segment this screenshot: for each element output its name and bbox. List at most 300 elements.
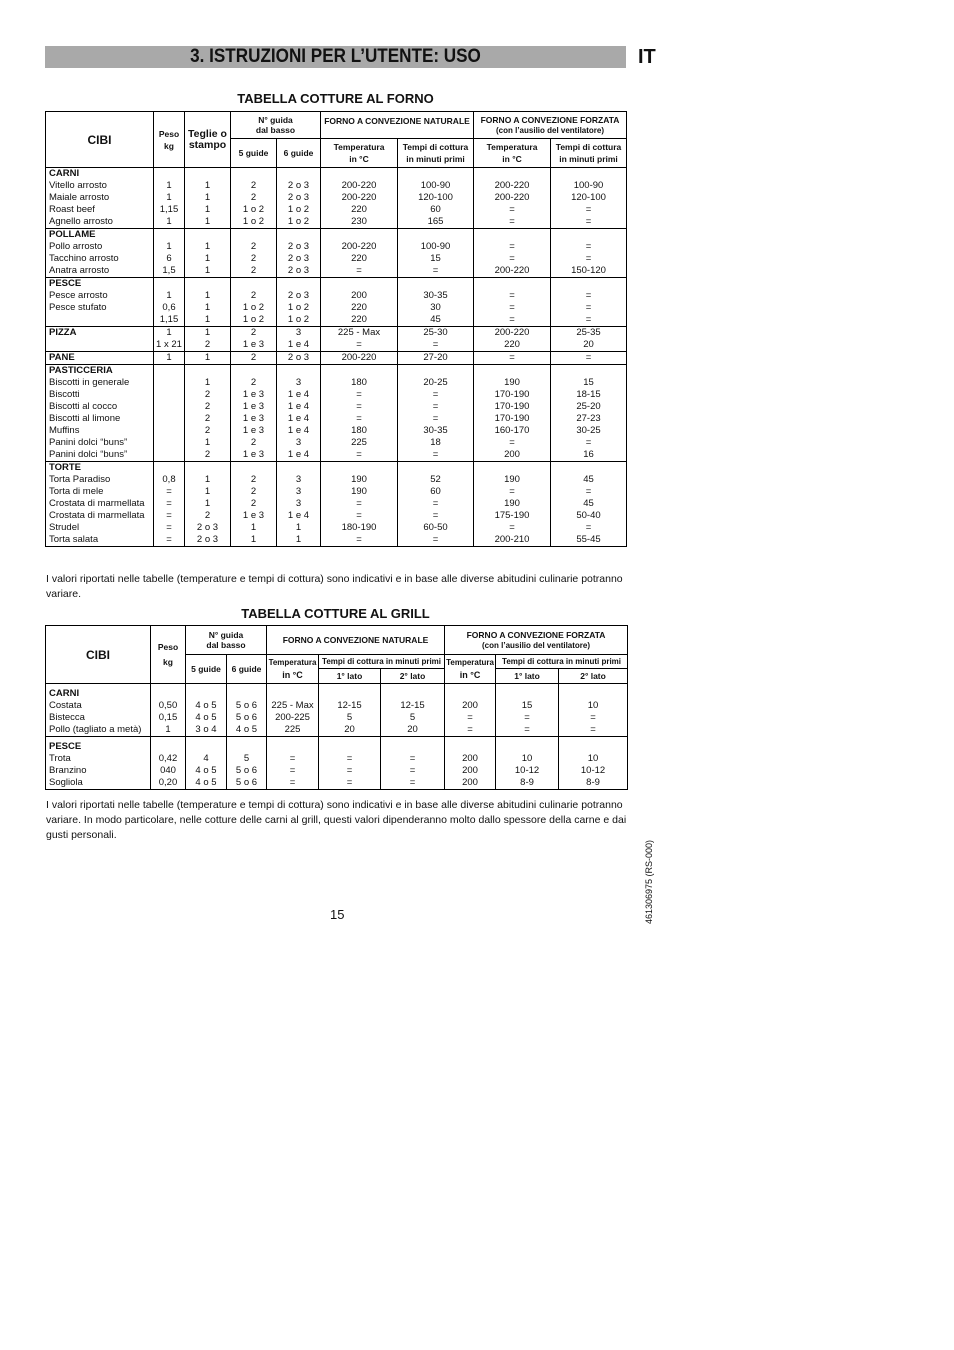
cell-line: 5 bbox=[409, 712, 416, 723]
cell-line: 1 x 21 bbox=[156, 339, 182, 350]
table-cell bbox=[321, 352, 398, 365]
col-header-forz-times: Tempi di cottura in minuti primi bbox=[496, 655, 628, 669]
cell-line: = bbox=[585, 314, 592, 325]
food-item: Pollo (tagliato a metà) bbox=[49, 724, 142, 735]
cell-line: = bbox=[356, 389, 362, 400]
food-cell bbox=[46, 278, 154, 327]
food-item: Pesce stufato bbox=[49, 302, 107, 313]
cell-line: 8-9 bbox=[586, 777, 600, 788]
col-header-guida: N° guida dal basso bbox=[186, 626, 267, 655]
cell-line: = bbox=[585, 302, 592, 313]
food-item: Crostata di marmellata bbox=[49, 510, 145, 521]
cell-line: 2 bbox=[204, 401, 211, 412]
table-cell bbox=[277, 327, 321, 352]
cell-line: 1 bbox=[204, 474, 211, 485]
cell-line: = bbox=[346, 753, 353, 764]
cell-line: 1 bbox=[250, 522, 257, 533]
table-cell bbox=[551, 229, 627, 278]
food-item: Bistecca bbox=[49, 712, 85, 723]
cell-line: = bbox=[432, 498, 439, 509]
cell-line: 1 bbox=[204, 352, 211, 363]
col-header-nat-time: Tempi di cottura in minuti primi bbox=[398, 139, 474, 168]
food-group-title: POLLAME bbox=[49, 229, 96, 240]
table-cell bbox=[231, 462, 277, 547]
cell-line: 2 bbox=[204, 510, 211, 521]
cell-line: 1 o 2 bbox=[242, 216, 265, 227]
cell-line: 52 bbox=[430, 474, 441, 485]
col-header-natural: FORNO A CONVEZIONE NATURALE bbox=[321, 112, 474, 139]
food-group-title: PANE bbox=[49, 352, 75, 363]
food-item: Vitello arrosto bbox=[49, 180, 107, 191]
cell-line: 1 bbox=[204, 204, 211, 215]
cell-line: = bbox=[356, 401, 362, 412]
food-item: Torta salata bbox=[49, 534, 99, 545]
cell-line: = bbox=[509, 216, 515, 227]
cell-line: = bbox=[585, 216, 592, 227]
cell-line: = bbox=[356, 498, 362, 509]
page-number: 15 bbox=[330, 907, 345, 922]
table-cell bbox=[474, 229, 551, 278]
cell-line: 170-190 bbox=[494, 389, 530, 400]
cell-line: 12-15 bbox=[337, 700, 362, 711]
cell-line: = bbox=[509, 437, 515, 448]
table-cell bbox=[551, 352, 627, 365]
document-code: 461306975 (RS-000) bbox=[644, 839, 654, 924]
col-header-forz-temp: Temperatura in °C bbox=[445, 655, 496, 684]
cell-line: 50-40 bbox=[576, 510, 601, 521]
cell-line: 200-220 bbox=[494, 265, 530, 276]
cell-line: 2 bbox=[250, 377, 257, 388]
cell-line: 120-100 bbox=[571, 192, 606, 203]
cell-line: 5 bbox=[346, 712, 353, 723]
food-item: Biscotti al cocco bbox=[49, 401, 118, 412]
cell-line: 190 bbox=[351, 486, 367, 497]
cell-line: 200-220 bbox=[341, 352, 377, 363]
cell-line: 200 bbox=[351, 290, 367, 301]
cell-line: 60 bbox=[430, 204, 441, 215]
cell-line: 200 bbox=[462, 753, 478, 764]
cell-line: 3 bbox=[295, 486, 302, 497]
food-item: Panini dolci “buns” bbox=[49, 449, 128, 460]
cell-line: 3 o 4 bbox=[195, 724, 217, 735]
cell-line: 10-12 bbox=[514, 765, 540, 776]
cell-line: 2 bbox=[204, 425, 211, 436]
cell-line: = bbox=[432, 449, 439, 460]
cell-line: 2 o 3 bbox=[287, 241, 310, 252]
cell-line: 2 bbox=[204, 339, 211, 350]
cell-line: = bbox=[356, 534, 362, 545]
table-cell bbox=[474, 168, 551, 229]
food-group-title: TORTE bbox=[49, 462, 82, 473]
cell-line: 1 e 4 bbox=[287, 401, 310, 412]
cell-line: 1 bbox=[166, 192, 172, 203]
table-row bbox=[46, 168, 627, 229]
page-title: 3. ISTRUZIONI PER L’UTENTE: USO bbox=[190, 46, 481, 67]
cell-line: = bbox=[509, 486, 515, 497]
table-cell bbox=[321, 462, 398, 547]
cell-line: 25-30 bbox=[423, 327, 448, 338]
cell-line: 160-170 bbox=[494, 425, 530, 436]
table-row bbox=[46, 365, 627, 462]
cell-line: 1 o 2 bbox=[287, 204, 310, 215]
cell-line: 1 e 4 bbox=[287, 510, 310, 521]
col-header-cibi: CIBI bbox=[46, 626, 151, 684]
cell-line: 27-23 bbox=[576, 413, 601, 424]
cell-line: 6 bbox=[166, 253, 172, 264]
table-cell bbox=[445, 684, 496, 737]
cell-line: = bbox=[166, 534, 172, 545]
cell-line: 2 bbox=[204, 389, 211, 400]
cell-line: 190 bbox=[504, 377, 520, 388]
cell-line: 5 o 6 bbox=[235, 777, 258, 788]
cell-line: = bbox=[509, 302, 515, 313]
grill-table-caption: TABELLA COTTURE AL GRILL bbox=[241, 606, 430, 621]
cell-line: 3 bbox=[295, 437, 302, 448]
food-item: Biscotti in generale bbox=[49, 377, 130, 388]
table-cell bbox=[319, 684, 381, 737]
table-cell bbox=[398, 327, 474, 352]
cell-line: = bbox=[356, 413, 362, 424]
table-cell bbox=[474, 327, 551, 352]
cell-line: 1 e 3 bbox=[242, 449, 265, 460]
cell-line: 1 e 3 bbox=[242, 339, 265, 350]
cell-line: 55-45 bbox=[576, 534, 601, 545]
cell-line: = bbox=[166, 510, 172, 521]
table-cell bbox=[321, 365, 398, 462]
cell-line: 220 bbox=[351, 314, 367, 325]
cell-line: 1 bbox=[204, 437, 211, 448]
col-header-forced: FORNO A CONVEZIONE FORZATA (con l’ausilio del ventilatore) bbox=[445, 626, 628, 655]
cell-line: = bbox=[524, 712, 530, 723]
cell-line: = bbox=[356, 449, 362, 460]
cell-line: 180 bbox=[351, 425, 367, 436]
cell-line: 4 o 5 bbox=[195, 700, 217, 711]
oven-table-caption: TABELLA COTTURE AL FORNO bbox=[237, 91, 434, 106]
cell-line: = bbox=[509, 522, 515, 533]
col-header-forz-time: Tempi di cottura in minuti primi bbox=[551, 139, 627, 168]
cell-line: 2 bbox=[250, 486, 257, 497]
cell-line: 15 bbox=[521, 700, 533, 711]
cell-line: 100-90 bbox=[420, 180, 451, 191]
table-cell bbox=[185, 168, 231, 229]
col-header-6-guide: 6 guide bbox=[227, 655, 267, 684]
cell-line: = bbox=[356, 510, 362, 521]
cell-line: 1 e 3 bbox=[242, 401, 265, 412]
col-header-nat-times: Tempi di cottura in minuti primi bbox=[319, 655, 445, 669]
table-cell bbox=[154, 462, 185, 547]
table-row bbox=[46, 737, 628, 790]
cell-line: 1 bbox=[204, 302, 211, 313]
cell-line: 2 bbox=[250, 327, 257, 338]
cell-line: 30-35 bbox=[423, 425, 448, 436]
cell-line: 45 bbox=[583, 498, 594, 509]
table-cell bbox=[381, 684, 445, 737]
table-cell bbox=[231, 278, 277, 327]
table-cell bbox=[277, 278, 321, 327]
cell-line: 2 bbox=[250, 290, 257, 301]
oven-note: I valori riportati nelle tabelle (temperature e tempi di cottura) sono indicativi e in base alle diverse abitudini culinarie potranno variare. bbox=[46, 573, 623, 600]
cell-line: 2 bbox=[250, 180, 257, 191]
col-header-forced: FORNO A CONVEZIONE FORZATA (con l’ausilio del ventilatore) bbox=[474, 112, 627, 139]
cell-line: = bbox=[409, 777, 416, 788]
cell-line: 200 bbox=[462, 765, 478, 776]
table-cell bbox=[559, 737, 628, 790]
cell-line: 230 bbox=[351, 216, 367, 227]
food-item: Panini dolci “buns” bbox=[49, 437, 128, 448]
cell-line: 220 bbox=[504, 339, 520, 350]
cell-line: 150-120 bbox=[571, 265, 606, 276]
cell-line: 60-50 bbox=[423, 522, 448, 533]
cell-line: 200-220 bbox=[341, 241, 377, 252]
cell-line: = bbox=[467, 712, 473, 723]
table-row bbox=[46, 684, 628, 737]
cell-line: 1 o 2 bbox=[242, 204, 265, 215]
food-item: Biscotti bbox=[49, 389, 80, 400]
table-cell bbox=[227, 684, 267, 737]
cell-line: 1 bbox=[166, 180, 172, 191]
cell-line: 3 bbox=[295, 474, 302, 485]
table-cell bbox=[559, 684, 628, 737]
col-header-cibi: CIBI bbox=[46, 112, 154, 168]
table-cell bbox=[551, 462, 627, 547]
cell-line: 2 bbox=[204, 413, 211, 424]
cell-line: 25-35 bbox=[576, 327, 601, 338]
cell-line: = bbox=[509, 290, 515, 301]
cell-line: 1 e 4 bbox=[287, 339, 310, 350]
food-group-title: PASTICCERIA bbox=[49, 365, 113, 376]
food-cell bbox=[46, 229, 154, 278]
table-cell bbox=[277, 352, 321, 365]
cell-line: 1,15 bbox=[159, 204, 179, 215]
table-cell bbox=[474, 462, 551, 547]
cell-line: = bbox=[585, 253, 592, 264]
cell-line: 1 e 3 bbox=[242, 510, 265, 521]
cell-line: 1 bbox=[204, 265, 211, 276]
food-item: Crostata di marmellata bbox=[49, 498, 145, 509]
cell-line: 2 o 3 bbox=[287, 192, 310, 203]
table-cell bbox=[496, 737, 559, 790]
food-cell bbox=[46, 352, 154, 365]
cell-line: 2 bbox=[250, 265, 257, 276]
cell-line: 200 bbox=[462, 777, 478, 788]
cell-line: 200-220 bbox=[494, 327, 530, 338]
food-cell bbox=[46, 684, 151, 737]
header-bar bbox=[45, 46, 626, 68]
col-header-nat-lato1: 1° lato bbox=[319, 669, 381, 684]
table-cell bbox=[185, 278, 231, 327]
cell-line: = bbox=[166, 486, 172, 497]
table-cell bbox=[321, 168, 398, 229]
cell-line: 190 bbox=[504, 498, 520, 509]
cell-line: 8-9 bbox=[520, 777, 534, 788]
cell-line: = bbox=[585, 241, 592, 252]
cell-line: = bbox=[509, 204, 515, 215]
table-cell bbox=[398, 278, 474, 327]
cell-line: = bbox=[509, 352, 515, 363]
food-cell bbox=[46, 327, 154, 352]
col-header-forz-lato1: 1° lato bbox=[496, 669, 559, 684]
cell-line: 15 bbox=[583, 377, 594, 388]
cell-line: 1 bbox=[166, 216, 172, 227]
cell-line: 1 bbox=[165, 724, 171, 735]
cell-line: 0,8 bbox=[162, 474, 176, 485]
cell-line: = bbox=[346, 765, 353, 776]
cell-line: 2 o 3 bbox=[287, 180, 310, 191]
cell-line: = bbox=[585, 352, 592, 363]
table-cell bbox=[154, 352, 185, 365]
cell-line: 5 o 6 bbox=[235, 765, 258, 776]
food-item: Costata bbox=[49, 700, 82, 711]
table-cell bbox=[496, 684, 559, 737]
cell-line: 0,15 bbox=[158, 712, 178, 723]
cell-line: 165 bbox=[427, 216, 444, 227]
col-header-5-guide: 5 guide bbox=[231, 139, 277, 168]
table-cell bbox=[231, 168, 277, 229]
table-cell bbox=[277, 462, 321, 547]
cell-line: 1 bbox=[204, 498, 211, 509]
cell-line: = bbox=[432, 413, 439, 424]
cell-line: = bbox=[432, 401, 439, 412]
cell-line: 18-15 bbox=[576, 389, 601, 400]
table-cell bbox=[186, 684, 227, 737]
cell-line: 2 o 3 bbox=[196, 522, 219, 533]
cell-line: 1 bbox=[204, 290, 211, 301]
table-row bbox=[46, 229, 627, 278]
col-header-5-guide: 5 guide bbox=[186, 655, 227, 684]
cell-line: 3 bbox=[295, 327, 302, 338]
table-cell bbox=[185, 327, 231, 352]
language-code: IT bbox=[638, 46, 656, 68]
col-header-nat-temp: Temperatura in °C bbox=[267, 655, 319, 684]
table-cell bbox=[551, 278, 627, 327]
cell-line: 3 bbox=[295, 498, 302, 509]
table-cell bbox=[381, 737, 445, 790]
cell-line: 18 bbox=[430, 437, 441, 448]
cell-line: = bbox=[509, 253, 515, 264]
table-cell bbox=[474, 278, 551, 327]
table-cell bbox=[231, 365, 277, 462]
grill-note: I valori riportati nelle tabelle (temperature e tempi di cottura) sono indicativi e in base alle diverse abitudini culinarie potranno variare. In modo particolare, nelle cotture delle carni al grill, questi valori dipenderanno molto dallo spessore della carne e dai gusti personali. bbox=[46, 799, 627, 841]
cell-line: 1 bbox=[295, 534, 302, 545]
cell-line: 1 bbox=[204, 180, 211, 191]
cell-line: 4 o 5 bbox=[195, 712, 217, 723]
cell-line: 30-35 bbox=[423, 290, 448, 301]
cell-line: = bbox=[432, 510, 439, 521]
cell-line: 220 bbox=[351, 302, 367, 313]
cell-line: 200-225 bbox=[275, 712, 310, 723]
food-item: Muffins bbox=[49, 425, 80, 436]
food-cell bbox=[46, 365, 154, 462]
cell-line: 45 bbox=[430, 314, 441, 325]
cell-line: = bbox=[289, 765, 296, 776]
table-cell bbox=[185, 229, 231, 278]
food-item: Tacchino arrosto bbox=[49, 253, 119, 264]
cell-line: 2 bbox=[204, 449, 211, 460]
food-item: Trota bbox=[49, 753, 71, 764]
cell-line: 1 bbox=[295, 522, 302, 533]
cell-line: = bbox=[409, 765, 416, 776]
table-row bbox=[46, 327, 627, 352]
table-cell bbox=[398, 168, 474, 229]
cell-line: 1 bbox=[204, 314, 211, 325]
food-item: Strudel bbox=[49, 522, 80, 533]
cell-line: 10 bbox=[587, 753, 599, 764]
cell-line: 1 e 3 bbox=[242, 425, 265, 436]
cell-line: 190 bbox=[504, 474, 520, 485]
cell-line: 2 o 3 bbox=[287, 352, 310, 363]
cell-line: 120-100 bbox=[418, 192, 453, 203]
cell-line: 2 bbox=[250, 498, 257, 509]
cell-line: = bbox=[585, 290, 592, 301]
cell-line: 200 bbox=[504, 449, 520, 460]
cell-line: 220 bbox=[351, 253, 367, 264]
cell-line: 60 bbox=[430, 486, 441, 497]
cell-line: = bbox=[356, 265, 362, 276]
cell-line: 200-220 bbox=[494, 180, 530, 191]
cell-line: 100-90 bbox=[573, 180, 604, 191]
cell-line: = bbox=[585, 486, 592, 497]
cell-line: 1 e 4 bbox=[287, 413, 310, 424]
food-item: Torta di mele bbox=[49, 486, 104, 497]
cell-line: 20 bbox=[344, 724, 355, 735]
table-cell bbox=[398, 352, 474, 365]
table-cell bbox=[398, 229, 474, 278]
cell-line: 10-12 bbox=[580, 765, 606, 776]
cell-line: 200 bbox=[462, 700, 478, 711]
food-item: Biscotti al limone bbox=[49, 413, 121, 424]
cell-line: 0,6 bbox=[162, 302, 176, 313]
table-cell bbox=[154, 327, 185, 352]
cell-line: = bbox=[289, 753, 296, 764]
cell-line: 1 o 2 bbox=[287, 216, 310, 227]
food-item: Anatra arrosto bbox=[49, 265, 110, 276]
cell-line: = bbox=[509, 314, 515, 325]
table-cell bbox=[185, 462, 231, 547]
cell-line: 2 o 3 bbox=[287, 253, 310, 264]
cell-line: = bbox=[432, 389, 439, 400]
cell-line: = bbox=[590, 712, 596, 723]
cell-line: 20 bbox=[583, 339, 594, 350]
cell-line: = bbox=[509, 241, 515, 252]
cell-line: 0,42 bbox=[158, 753, 178, 764]
cell-line: 30-25 bbox=[576, 425, 601, 436]
cell-line: 2 bbox=[250, 192, 257, 203]
table-cell bbox=[551, 327, 627, 352]
cell-line: 1 e 3 bbox=[242, 413, 265, 424]
col-header-guida: N° guida dal basso bbox=[231, 112, 321, 139]
cell-line: 4 o 5 bbox=[195, 777, 217, 788]
cell-line: 27-20 bbox=[423, 352, 448, 363]
cell-line: 040 bbox=[160, 765, 176, 776]
food-cell bbox=[46, 462, 154, 547]
cell-line: = bbox=[590, 724, 596, 735]
cell-line: 1 e 4 bbox=[287, 449, 310, 460]
cell-line: 10 bbox=[587, 700, 599, 711]
cell-line: 2 bbox=[250, 241, 257, 252]
table-cell bbox=[185, 365, 231, 462]
food-item: Agnello arrosto bbox=[49, 216, 113, 227]
cell-line: 2 bbox=[250, 253, 257, 264]
table-cell bbox=[321, 278, 398, 327]
cell-line: 200-220 bbox=[341, 192, 377, 203]
cell-line: 4 o 5 bbox=[235, 724, 258, 735]
table-cell bbox=[231, 229, 277, 278]
cell-line: 1 bbox=[204, 192, 211, 203]
col-header-6-guide: 6 guide bbox=[277, 139, 321, 168]
col-header-forz-temp: Temperatura in °C bbox=[474, 139, 551, 168]
cell-line: 1 bbox=[166, 327, 172, 338]
table-cell bbox=[154, 229, 185, 278]
